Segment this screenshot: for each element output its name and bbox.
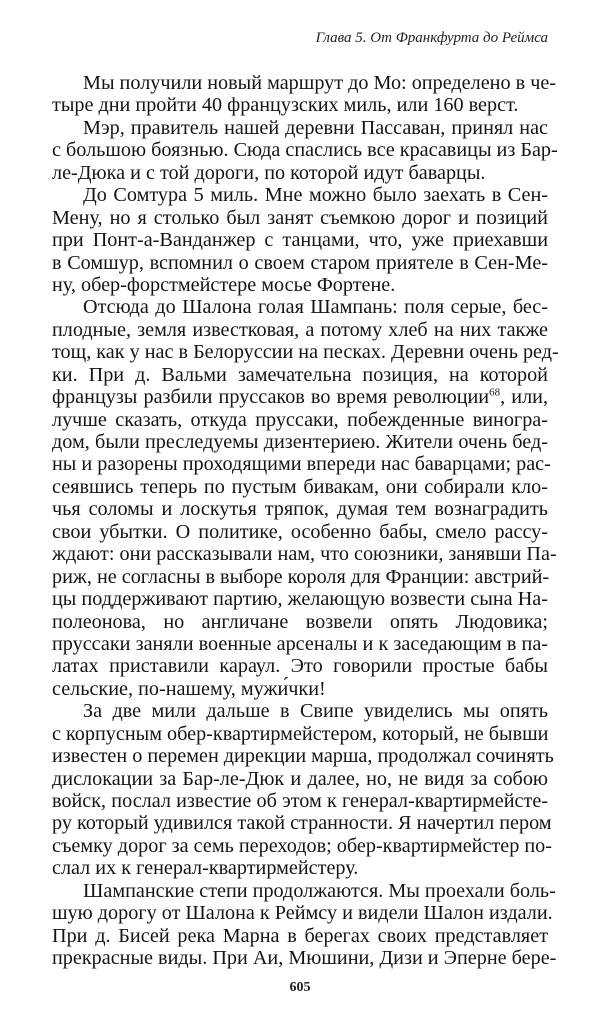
running-header: Глава 5. От Франкфурта до Реймса	[315, 30, 548, 46]
text-line: в Сомшур, вспомнил о своем старом приятеле в Сен-Ме-	[52, 251, 548, 274]
text-line: риж, не согласны в выборе короля для Франции: австрий-	[52, 565, 550, 588]
page-body	[52, 72, 559, 970]
text-line: слал их к генерал-квартирмейстеру.	[52, 857, 359, 880]
text-line: Мену, но я столько был занят съемкою дорог и позиций	[52, 206, 548, 229]
text-line: При д. Бисей река Марна в берегах своих представляет	[52, 924, 548, 947]
text-line: прекрасные виды. При Аи, Мюшини, Дизи и Эперне бере-	[52, 947, 557, 970]
text-line: ки. При д. Вальми замечательна позиция, на которой	[52, 363, 548, 386]
text-line: латах приставили караул. Это говорили простые бабы	[52, 655, 548, 678]
text-line: тыре дни пройти 40 французских миль, или 160 верст.	[52, 94, 519, 117]
text-line: До Сомтура 5 миль. Мне можно было заехать в Сен-	[83, 184, 548, 207]
text-line: пруссаки заняли военные арсеналы и к заседающим в па-	[52, 632, 548, 655]
text-line: плодные, земля известковая, а потому хлеб на них также	[52, 318, 548, 341]
text-line: дислокации за Бар-ле-Дюк и далее, но, не видя за собою	[52, 767, 548, 790]
text-line: ждают: они рассказывали нам, что союзники, занявши Па-	[52, 543, 557, 566]
text-line: ле-Дюка и с той дороги, по которой идут баварцы.	[52, 161, 486, 184]
text-line: ны и разорены проходящими впереди нас баварцами; рас-	[52, 453, 551, 476]
text-line: цы поддерживают партию, желающую возвести сына На-	[52, 588, 548, 611]
text-line: полеонова, но англичане возвели опять Людовика;	[52, 610, 548, 633]
text-line: Мэр, правитель нашей деревни Пассаван, принял нас	[83, 116, 548, 139]
text-line: сеявшись теперь по пустым бивакам, они собирали кло-	[52, 475, 548, 498]
text-line: съемку дорог за семь переходов; обер-квартирмейстер по-	[52, 834, 552, 857]
text-line: известен о перемен дирекции марша, продолжал сочинять	[52, 745, 554, 768]
text-segment: французы разбили пруссаков во время революции	[52, 386, 490, 409]
text-line: при Понт-а-Ванданжер с танцами, что, уже приехавши	[52, 229, 548, 252]
text-line: тощ, как у нас в Белоруссии на песках. Деревни очень ред-	[52, 341, 559, 364]
text-line: войск, послал известие об этом к генерал-квартирмейсте-	[52, 790, 548, 812]
text-line-with-footnote	[52, 386, 548, 408]
text-line: дом, были преследуемы дизентериею. Жители очень бед-	[52, 431, 548, 453]
text-line: свои убытки. О политике, особенно бабы, смело рассу-	[52, 520, 548, 543]
text-line: лучше сказать, откуда пруссаки, побежденные виногра-	[52, 408, 548, 431]
text-line: Отсюда до Шалона голая Шампань: поля серые, бес-	[83, 296, 548, 319]
text-line: За две мили дальше в Свипе увиделись мы опять	[83, 700, 548, 723]
text-line: чья соломы и лоскутья тряпок, думая тем вознаградить	[52, 498, 548, 521]
footnote-reference[interactable]: 68	[489, 386, 501, 399]
text-line: сельские, по-нашему, мужи́чки!	[52, 677, 326, 700]
text-line: Мы получили новый маршрут до Мо: определено в че-	[83, 72, 557, 94]
text-line: ну, обер-форстмейстере мосье Фортене.	[52, 273, 396, 296]
text-line: с корпусным обер-квартирмейстером, который, не бывши	[52, 722, 549, 745]
text-segment: , или,	[500, 386, 548, 409]
page-number: 605	[289, 980, 311, 995]
text-line: шую дорогу от Шалона к Реймсу и видели Шалон издали.	[52, 902, 553, 925]
text-line: с большою боязнью. Сюда спаслись все красавицы из Бар-	[52, 139, 558, 162]
text-line: ру который удивился такой странности. Я начертил пером	[52, 812, 552, 835]
text-line: Шампанские степи продолжаются. Мы проехали боль-	[83, 879, 556, 902]
